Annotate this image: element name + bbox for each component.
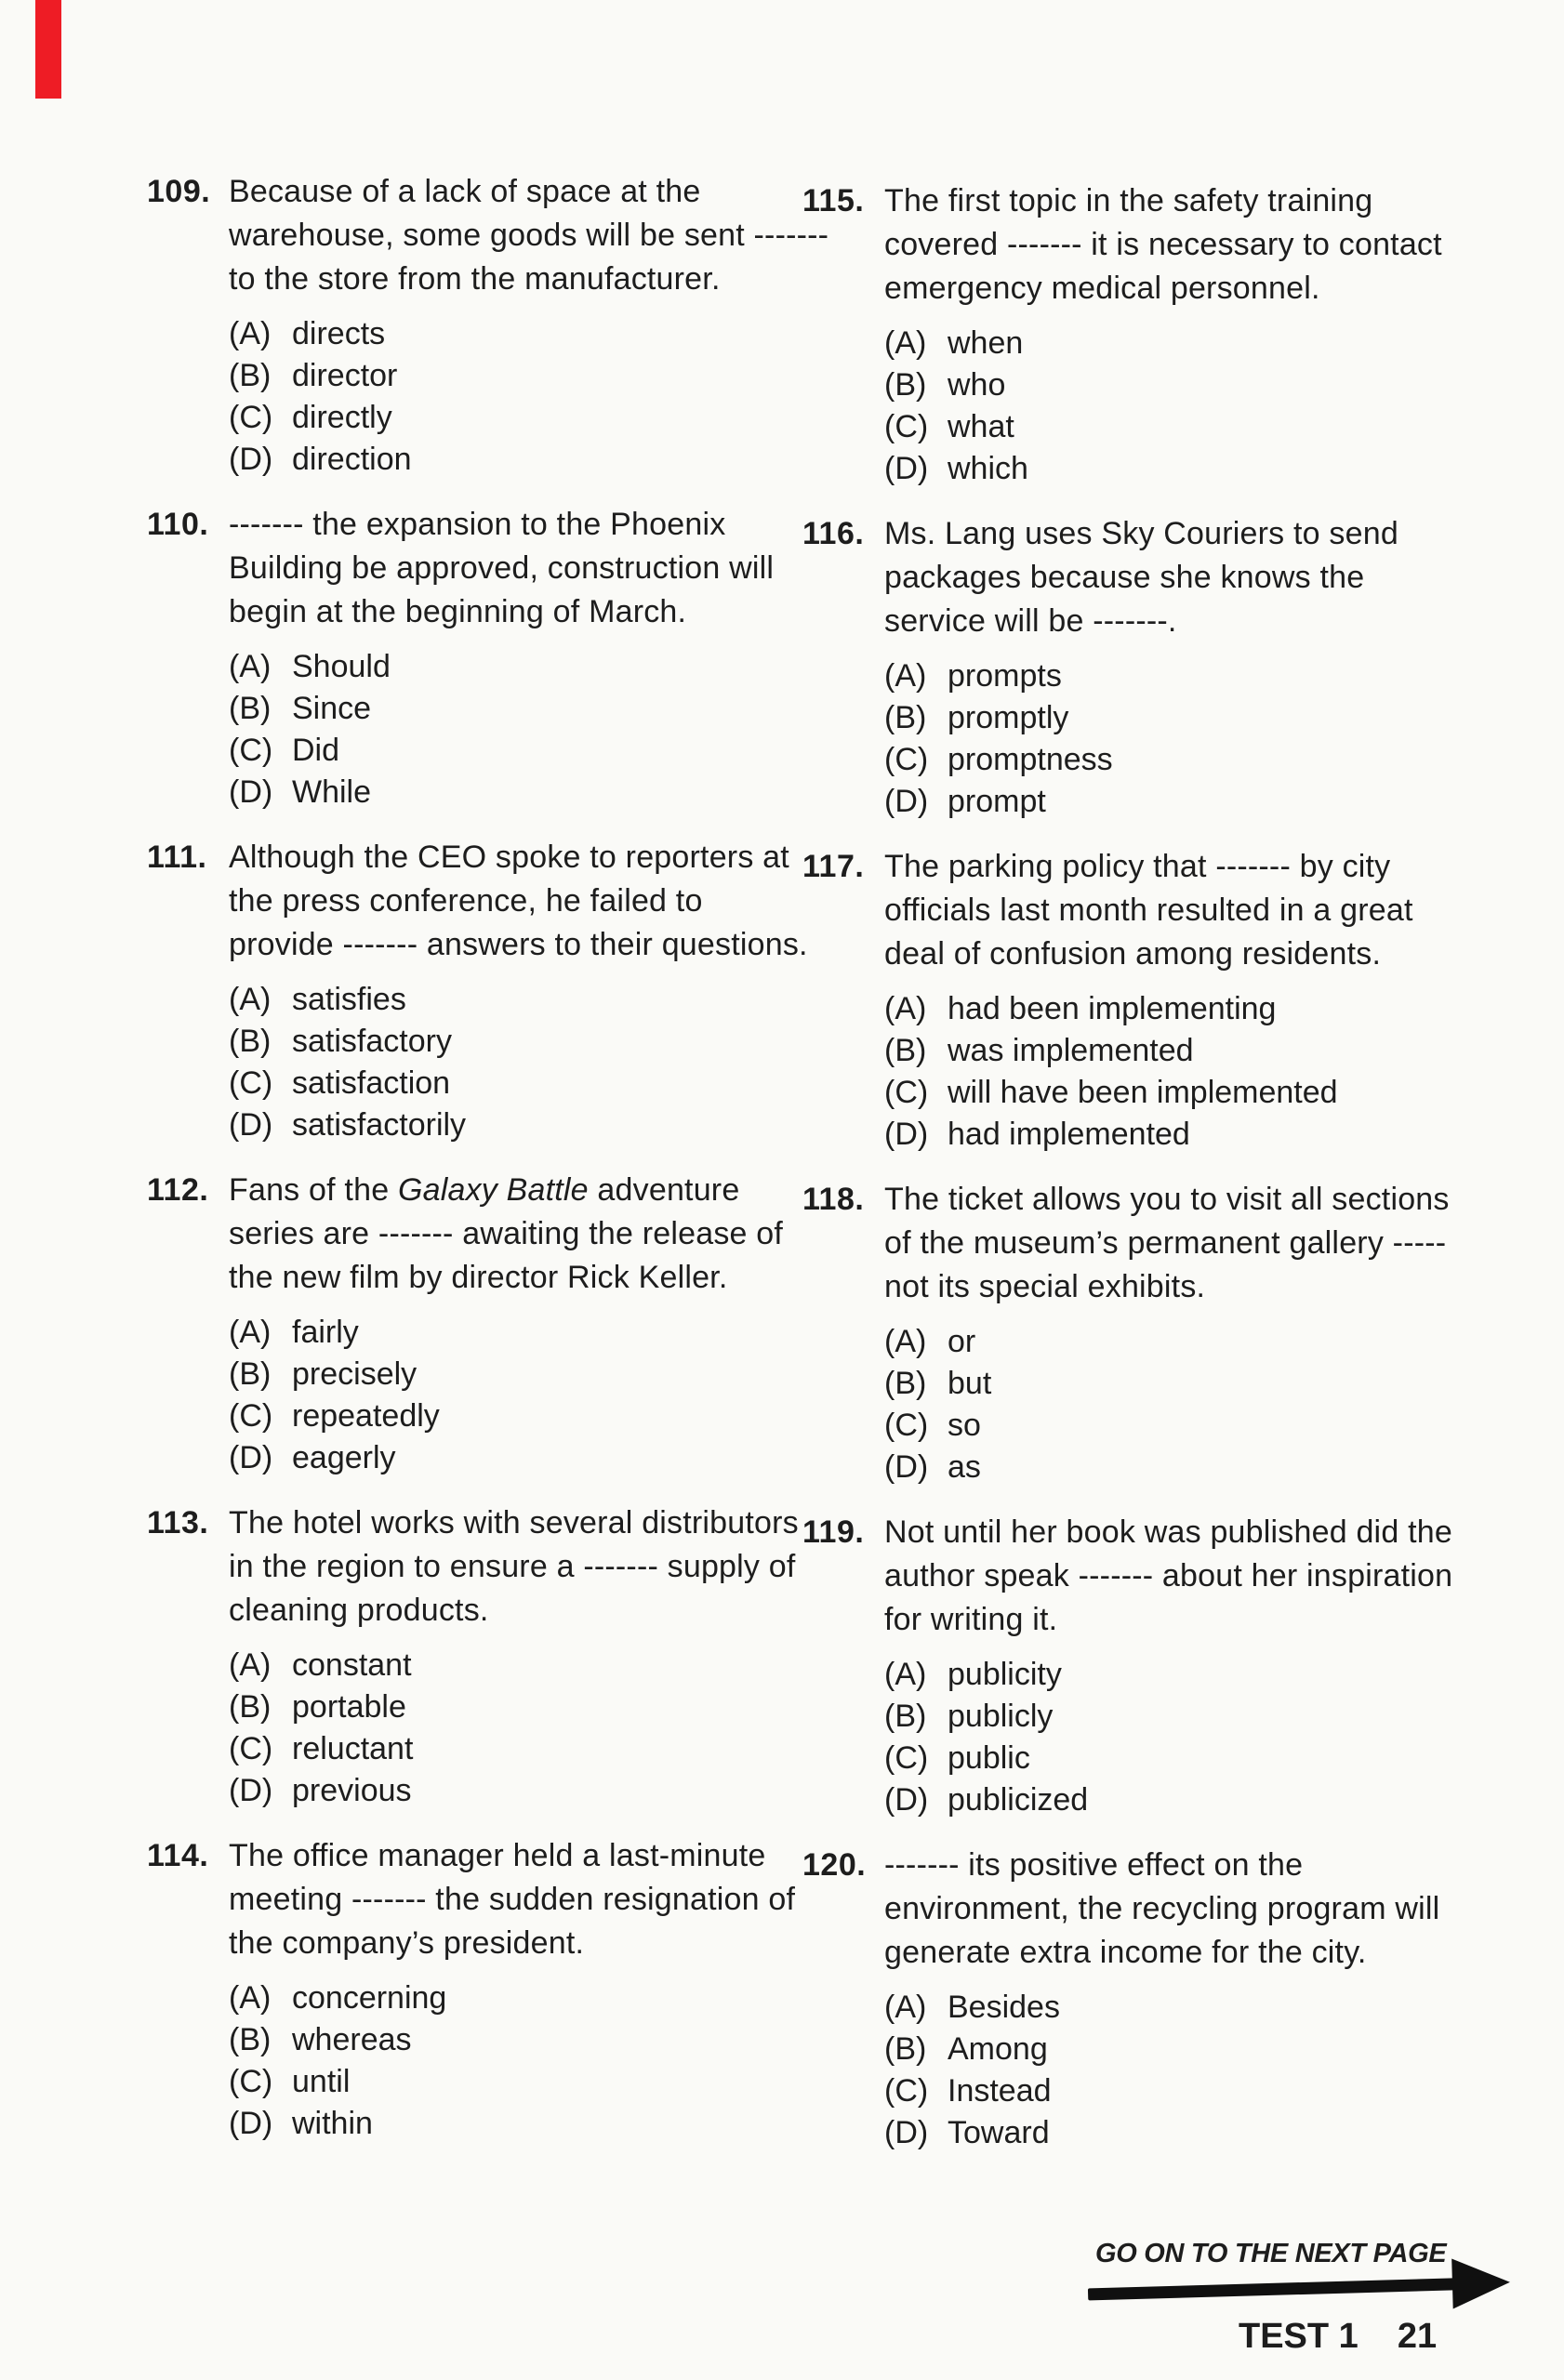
option-item xyxy=(884,1405,1463,1447)
stem-line: The office manager held a last-minute xyxy=(229,1838,766,1873)
stem-line: Building be approved, construction will xyxy=(229,550,775,586)
option-text: publicly xyxy=(948,1699,1054,1734)
stem-line: not its special exhibits. xyxy=(884,1269,1206,1304)
option-text: Instead xyxy=(948,2073,1052,2109)
option-item xyxy=(884,697,1463,739)
option-item xyxy=(229,1395,770,1437)
stem-line: ------- the expansion to the Phoenix xyxy=(229,507,726,542)
option-text: which xyxy=(948,451,1028,486)
option-text: Did xyxy=(292,733,340,768)
option-item xyxy=(884,364,1463,406)
stem-line: Not until her book was published did the xyxy=(884,1514,1452,1550)
stem-line: The ticket allows you to visit all sections xyxy=(884,1182,1450,1217)
option-item xyxy=(884,1321,1463,1363)
stem-line: of the museum’s permanent gallery ----- xyxy=(884,1225,1447,1261)
option-item xyxy=(884,1030,1463,1072)
option-text: previous xyxy=(292,1773,412,1808)
red-edge-tab xyxy=(35,0,61,99)
option-item xyxy=(884,2070,1463,2112)
option-item xyxy=(229,646,770,688)
option-item xyxy=(884,2112,1463,2154)
option-text: prompts xyxy=(948,658,1062,694)
option-letter: (D) xyxy=(229,2106,273,2141)
option-letter: (D) xyxy=(884,1449,929,1485)
option-letter: (A) xyxy=(229,1980,272,2016)
stem-line: series are ------- awaiting the release of xyxy=(229,1216,784,1251)
option-item xyxy=(229,1728,770,1770)
option-item xyxy=(229,1437,770,1479)
option-item xyxy=(884,1696,1463,1738)
option-item xyxy=(884,781,1463,823)
question-stem xyxy=(884,1511,1463,1642)
option-text: direction xyxy=(292,442,412,477)
questions-column-right xyxy=(802,179,1463,2176)
option-item xyxy=(884,1779,1463,1821)
option-text: Among xyxy=(948,2031,1048,2067)
option-text: Toward xyxy=(948,2115,1050,2150)
stem-line: deal of confusion among residents. xyxy=(884,936,1382,972)
next-page-arrow-icon xyxy=(1087,2257,1516,2320)
option-item xyxy=(229,2103,770,2145)
option-item xyxy=(884,448,1463,490)
option-letter: (D) xyxy=(229,1107,273,1143)
option-item xyxy=(229,439,770,481)
stem-line: provide ------- answers to their questions. xyxy=(229,927,808,962)
question-number: 118. xyxy=(802,1182,865,1217)
option-letter: (A) xyxy=(229,1315,272,1350)
stem-line: packages because she knows the xyxy=(884,560,1365,595)
option-item xyxy=(229,1312,770,1354)
option-letter: (A) xyxy=(884,658,927,694)
option-text: prompt xyxy=(948,784,1046,819)
option-text: concerning xyxy=(292,1980,447,2016)
question-item xyxy=(147,503,775,813)
stem-line: cleaning products. xyxy=(229,1593,489,1628)
question-stem xyxy=(229,836,808,967)
option-text: portable xyxy=(292,1689,406,1725)
options-list xyxy=(229,646,770,813)
option-text: but xyxy=(948,1366,992,1401)
stem-line: service will be -------. xyxy=(884,603,1177,639)
option-text: Since xyxy=(292,691,372,726)
option-letter: (D) xyxy=(884,784,929,819)
stem-line: the press conference, he failed to xyxy=(229,883,703,919)
option-letter: (A) xyxy=(884,325,927,361)
option-item xyxy=(884,1987,1463,2029)
stem-line: officials last month resulted in a great xyxy=(884,892,1413,928)
question-stem xyxy=(884,845,1463,976)
option-letter: (B) xyxy=(884,1366,927,1401)
option-item xyxy=(229,1645,770,1686)
page-number: 21 xyxy=(1397,2317,1438,2356)
question-number: 110. xyxy=(147,507,209,542)
options-list xyxy=(884,655,1463,823)
question-stem xyxy=(229,1501,799,1633)
option-letter: (A) xyxy=(884,1324,927,1359)
question-item xyxy=(147,1834,796,2145)
option-letter: (A) xyxy=(884,1990,927,2025)
question-item xyxy=(147,1169,784,1479)
arrow-shaft xyxy=(1088,2278,1460,2300)
question-number: 115. xyxy=(802,183,865,218)
option-item xyxy=(884,1363,1463,1405)
option-letter: (C) xyxy=(229,1731,273,1766)
option-letter: (C) xyxy=(229,400,273,435)
stem-line: generate extra income for the city. xyxy=(884,1935,1367,1970)
option-text: had implemented xyxy=(948,1117,1190,1152)
option-text: satisfactory xyxy=(292,1024,452,1059)
option-letter: (C) xyxy=(884,742,929,777)
option-text: satisfies xyxy=(292,982,406,1017)
question-number: 119. xyxy=(802,1514,865,1550)
stem-line: warehouse, some goods will be sent ------- xyxy=(229,218,829,253)
question-item xyxy=(802,1844,1463,2154)
option-item xyxy=(884,1447,1463,1488)
option-letter: (C) xyxy=(229,1398,273,1434)
options-list xyxy=(229,1645,770,1812)
option-item xyxy=(884,2029,1463,2070)
stem-line: Ms. Lang uses Sky Couriers to send xyxy=(884,516,1398,551)
question-stem xyxy=(884,1844,1463,1975)
option-letter: (B) xyxy=(884,2031,927,2067)
stem-line: for writing it. xyxy=(884,1602,1058,1637)
option-letter: (B) xyxy=(884,700,927,735)
option-text: what xyxy=(948,409,1014,444)
option-text: reluctant xyxy=(292,1731,414,1766)
option-item xyxy=(884,655,1463,697)
option-item xyxy=(229,772,770,813)
option-letter: (D) xyxy=(229,774,273,810)
options-list xyxy=(229,1977,770,2145)
option-letter: (C) xyxy=(884,1075,929,1110)
option-item xyxy=(229,1104,770,1146)
question-item xyxy=(802,512,1463,823)
option-letter: (B) xyxy=(884,1699,927,1734)
questions-column-left xyxy=(147,170,829,2167)
option-letter: (A) xyxy=(884,991,927,1026)
option-item xyxy=(884,988,1463,1030)
stem-line: author speak ------- about her inspiration xyxy=(884,1558,1453,1593)
options-list xyxy=(229,313,770,481)
option-letter: (A) xyxy=(229,649,272,684)
option-letter: (C) xyxy=(229,1065,273,1101)
option-letter: (A) xyxy=(884,1657,927,1692)
stem-line: meeting ------- the sudden resignation of xyxy=(229,1882,796,1917)
stem-line: Fans of the Galaxy Battle adventure xyxy=(229,1172,740,1208)
option-letter: (C) xyxy=(229,733,273,768)
option-item xyxy=(229,1354,770,1395)
stem-line: The hotel works with several distributors xyxy=(229,1505,799,1540)
option-item xyxy=(229,313,770,355)
option-text: fairly xyxy=(292,1315,359,1350)
option-item xyxy=(229,2019,770,2061)
option-text: Besides xyxy=(948,1990,1060,2025)
question-item xyxy=(802,1511,1463,1821)
option-letter: (C) xyxy=(884,1408,929,1443)
option-text: precisely xyxy=(292,1356,418,1392)
option-text: Should xyxy=(292,649,391,684)
option-text: satisfaction xyxy=(292,1065,451,1101)
question-item xyxy=(802,179,1463,490)
option-item xyxy=(884,1738,1463,1779)
stem-line: the company’s president. xyxy=(229,1925,585,1961)
option-text: promptness xyxy=(948,742,1113,777)
option-letter: (D) xyxy=(884,1117,929,1152)
option-text: repeatedly xyxy=(292,1398,440,1434)
option-text: when xyxy=(948,325,1024,361)
option-item xyxy=(884,1654,1463,1696)
stem-line: emergency medical personnel. xyxy=(884,271,1320,306)
question-item xyxy=(802,845,1463,1156)
option-text: directs xyxy=(292,316,386,351)
question-stem xyxy=(229,503,775,634)
option-text: within xyxy=(292,2106,373,2141)
stem-line: environment, the recycling program will xyxy=(884,1891,1440,1926)
test-label: TEST 1 xyxy=(1239,2317,1359,2356)
option-letter: (D) xyxy=(229,1773,273,1808)
option-item xyxy=(884,739,1463,781)
option-text: as xyxy=(948,1449,981,1485)
question-number: 116. xyxy=(802,516,865,551)
option-text: directly xyxy=(292,400,392,435)
question-stem xyxy=(229,1169,784,1300)
option-item xyxy=(229,1770,770,1812)
option-text: until xyxy=(292,2064,351,2099)
option-letter: (D) xyxy=(884,451,929,486)
stem-line: The first topic in the safety training xyxy=(884,183,1373,218)
question-number: 109. xyxy=(147,174,211,209)
options-list xyxy=(229,1312,770,1479)
option-letter: (A) xyxy=(229,1647,272,1683)
option-letter: (B) xyxy=(229,2022,272,2057)
stem-line: The parking policy that ------- by city xyxy=(884,849,1391,884)
option-text: While xyxy=(292,774,372,810)
option-text: promptly xyxy=(948,700,1069,735)
stem-line: Although the CEO spoke to reporters at xyxy=(229,840,789,875)
option-item xyxy=(229,979,770,1021)
option-text: director xyxy=(292,358,398,393)
stem-line: ------- its positive effect on the xyxy=(884,1847,1304,1883)
option-text: or xyxy=(948,1324,976,1359)
stem-line: in the region to ensure a ------- supply of xyxy=(229,1549,796,1584)
option-item xyxy=(229,397,770,439)
question-item xyxy=(802,1178,1463,1488)
stem-line: covered ------- it is necessary to contact xyxy=(884,227,1442,262)
question-stem xyxy=(884,179,1463,311)
question-number: 114. xyxy=(147,1838,209,1873)
option-text: who xyxy=(948,367,1006,403)
question-stem xyxy=(884,1178,1463,1309)
option-text: had been implementing xyxy=(948,991,1277,1026)
option-item xyxy=(229,1063,770,1104)
question-number: 112. xyxy=(147,1172,209,1208)
option-item xyxy=(229,688,770,730)
option-item xyxy=(229,730,770,772)
option-item xyxy=(229,1021,770,1063)
option-text: public xyxy=(948,1740,1030,1776)
stem-line: Because of a lack of space at the xyxy=(229,174,701,209)
question-item xyxy=(147,170,829,481)
option-item xyxy=(229,1977,770,2019)
question-number: 111. xyxy=(147,840,207,875)
option-letter: (C) xyxy=(229,2064,273,2099)
stem-line: begin at the beginning of March. xyxy=(229,594,687,629)
option-item xyxy=(229,2061,770,2103)
option-item xyxy=(884,1072,1463,1114)
options-list xyxy=(884,1654,1463,1821)
options-list xyxy=(884,1987,1463,2154)
option-letter: (B) xyxy=(229,1356,272,1392)
question-item xyxy=(147,1501,799,1812)
option-letter: (D) xyxy=(884,1782,929,1818)
option-text: publicity xyxy=(948,1657,1062,1692)
question-stem xyxy=(229,170,829,301)
question-number: 113. xyxy=(147,1505,209,1540)
option-letter: (D) xyxy=(229,1440,273,1475)
option-letter: (B) xyxy=(229,1024,272,1059)
option-letter: (C) xyxy=(884,1740,929,1776)
go-on-next-page-label: GO ON TO THE NEXT PAGE xyxy=(1095,2239,1447,2268)
option-letter: (B) xyxy=(229,691,272,726)
option-letter: (B) xyxy=(884,1033,927,1068)
option-item xyxy=(229,355,770,397)
question-stem xyxy=(229,1834,796,1965)
stem-line: to the store from the manufacturer. xyxy=(229,261,721,297)
option-item xyxy=(884,406,1463,448)
option-letter: (B) xyxy=(884,367,927,403)
option-text: was implemented xyxy=(948,1033,1194,1068)
option-letter: (C) xyxy=(884,409,929,444)
option-letter: (B) xyxy=(229,1689,272,1725)
option-letter: (B) xyxy=(229,358,272,393)
question-number: 117. xyxy=(802,849,865,884)
option-item xyxy=(229,1686,770,1728)
option-letter: (A) xyxy=(229,316,272,351)
option-text: will have been implemented xyxy=(948,1075,1338,1110)
option-item xyxy=(884,1114,1463,1156)
option-text: eagerly xyxy=(292,1440,396,1475)
option-text: whereas xyxy=(292,2022,412,2057)
question-number: 120. xyxy=(802,1847,867,1883)
footer-test-page-label xyxy=(1239,2317,1437,2357)
arrow-head xyxy=(1451,2257,1510,2309)
question-item xyxy=(147,836,808,1146)
options-list xyxy=(229,979,770,1146)
question-stem xyxy=(884,512,1463,643)
stem-line: the new film by director Rick Keller. xyxy=(229,1260,728,1295)
option-letter: (D) xyxy=(884,2115,929,2150)
option-text: publicized xyxy=(948,1782,1089,1818)
option-item xyxy=(884,323,1463,364)
option-text: so xyxy=(948,1408,981,1443)
options-list xyxy=(884,1321,1463,1488)
options-list xyxy=(884,323,1463,490)
option-letter: (A) xyxy=(229,982,272,1017)
options-list xyxy=(884,988,1463,1156)
option-letter: (D) xyxy=(229,442,273,477)
option-letter: (C) xyxy=(884,2073,929,2109)
option-text: satisfactorily xyxy=(292,1107,467,1143)
option-text: constant xyxy=(292,1647,412,1683)
